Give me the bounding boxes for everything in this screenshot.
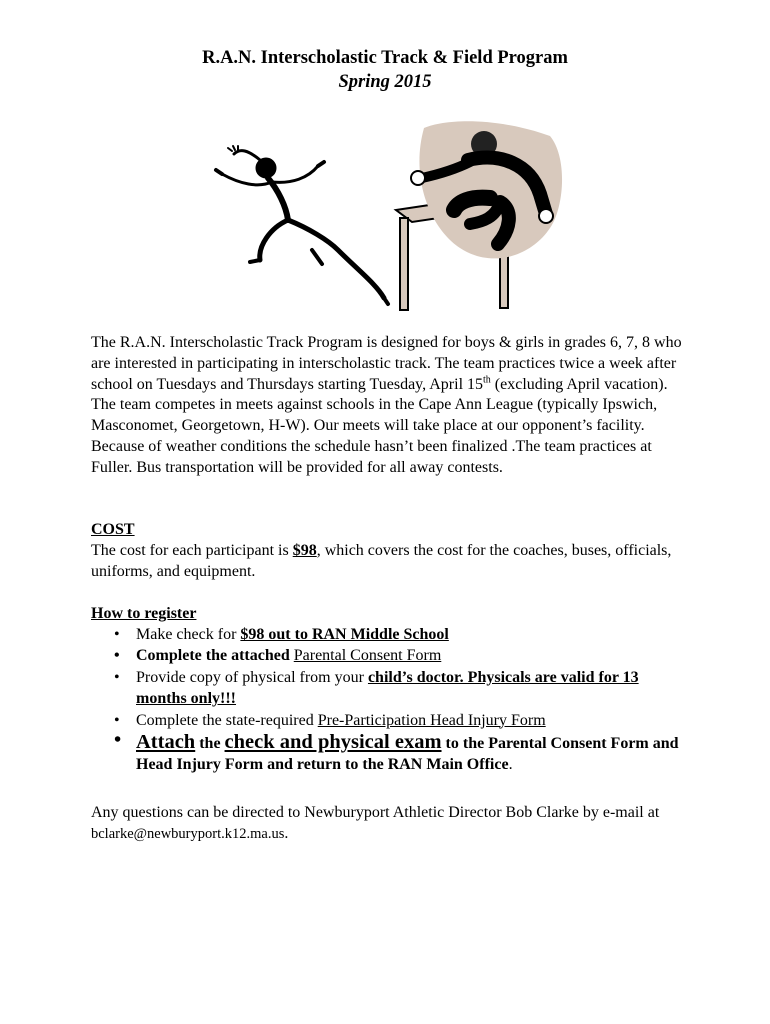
bullet-icon: •: [114, 647, 120, 665]
register-heading: How to register: [91, 605, 197, 622]
cost-text-after: , which covers the cost for the coaches, buses, officials, uniforms, and equipment.: [91, 542, 672, 580]
bullet-icon: •: [114, 626, 120, 643]
list-item: [91, 645, 691, 666]
step-text: to the Parental Consent Form and Head Injury Form and return to the RAN Main Office: [136, 735, 679, 774]
step-emphasis: child’s doctor. Physicals are valid for 13 months only!!!: [136, 668, 639, 708]
intro-paragraph: [91, 333, 691, 479]
step-text: Provide copy of physical from your: [136, 668, 368, 686]
questions-paragraph: [91, 803, 691, 845]
step-emphasis: $98 out to RAN Middle School: [240, 626, 449, 643]
step-text: Complete the attached: [136, 647, 294, 665]
cost-text-before: The cost for each participant is: [91, 542, 293, 559]
step-emphasis: Parental Consent Form: [293, 647, 442, 665]
step-text: the: [195, 735, 225, 753]
hurdler-icon: [396, 121, 562, 310]
step-emphasis: check and physical exam: [224, 731, 442, 754]
cost-heading: COST: [91, 521, 135, 538]
step-text: .: [508, 756, 513, 774]
list-item: [91, 624, 691, 645]
intro-superscript: th: [483, 374, 491, 386]
step-emphasis: Pre-Participation Head Injury Form: [317, 711, 546, 729]
step-text: Complete the state-required: [136, 711, 318, 729]
bullet-icon: •: [114, 729, 122, 752]
contact-email[interactable]: bclarke@newburyport.k12.ma.us: [91, 825, 285, 842]
intro-text-continued: (excluding April vacation). The team competes in meets against schools in the Cape Ann League (typically Ipswich, Masconomet, Georgetown, H-W). Our meets will take place at our opponent’s facility. Because of weather conditions the schedule hasn’t been finalized .The team practices at Fuller. Bus transportation will be provided for all away contests.: [91, 375, 668, 476]
step-emphasis: Attach: [136, 731, 196, 754]
register-steps-list: [91, 624, 691, 776]
list-item: [91, 710, 691, 731]
bullet-icon: •: [114, 668, 120, 686]
document-title: R.A.N. Interscholastic Track & Field Program: [202, 48, 568, 68]
document-subtitle: Spring 2015: [338, 72, 432, 92]
clipart-illustration: [200, 118, 570, 318]
questions-text: Any questions can be directed to Newburyport Athletic Director Bob Clarke by e-mail at: [91, 804, 660, 821]
cost-paragraph: [91, 541, 691, 583]
cost-amount: $98: [292, 542, 317, 559]
list-item: [91, 667, 691, 710]
step-text: Make check for: [136, 626, 241, 643]
list-item: [91, 729, 691, 776]
questions-end: .: [284, 824, 289, 842]
bullet-icon: •: [114, 711, 120, 729]
intro-text: The R.A.N. Interscholastic Track Program is designed for boys & girls in grades 6, 7, 8 who are interested in participating in interscholastic track. The team practices twice a week after school on Tuesdays and Thursdays starting Tuesday, April 15: [91, 334, 682, 393]
female-runner-icon: [216, 146, 388, 304]
